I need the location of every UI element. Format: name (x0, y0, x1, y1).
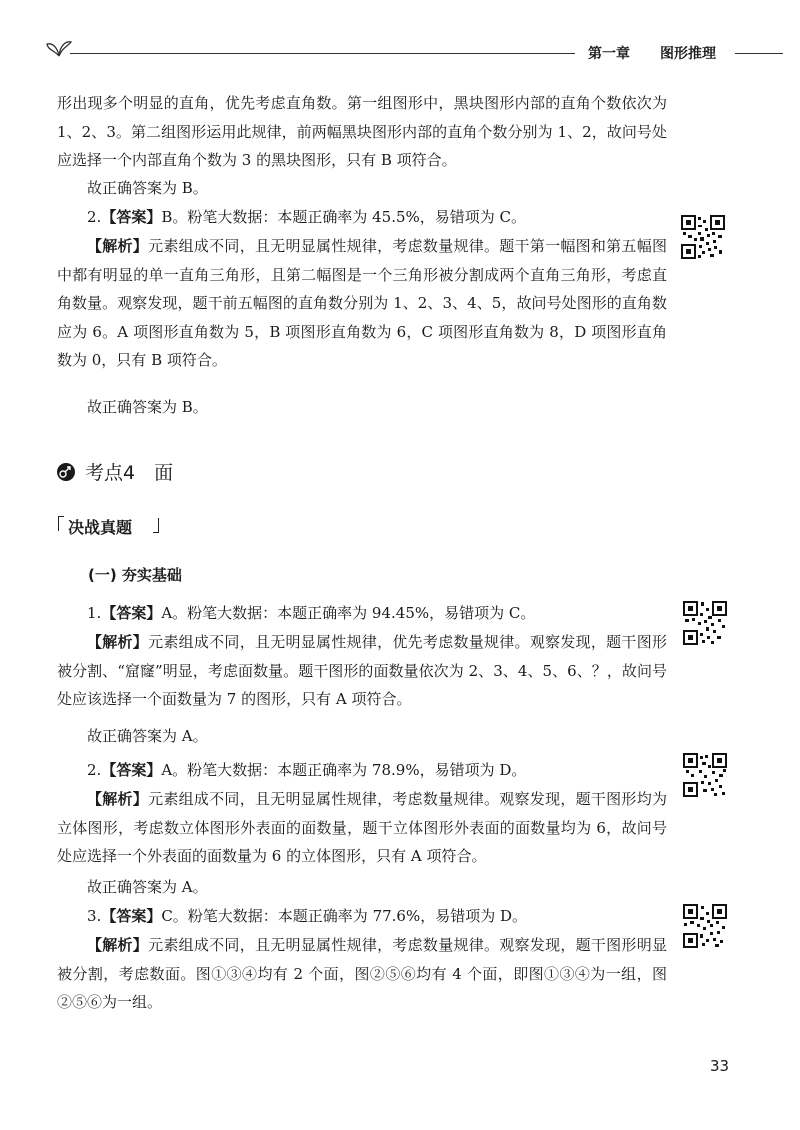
header-rule-right (735, 53, 783, 54)
b1-answer (87, 599, 535, 628)
b3-answer-text: C。粉笔大数据：本题正确率为 77.6%，易错项为 D。 (161, 907, 528, 925)
b2-answer-tag: 【答案】 (101, 761, 162, 779)
b2-analysis-text: 元素组成不同，且无明显属性规律，考虑数量规律。观察发现，题干图形均为立体图形，考虑数立体图形外表面的面数量，题干立体图形外表面的面数量均为 6，故问号处应选择一个外表面的面数量为 6 的立体图形，只有 A 项符合。 (57, 790, 667, 865)
page-number: 33 (710, 1057, 730, 1075)
q2-analysis (57, 232, 667, 375)
b1-conclusion: 故正确答案为 A。 (87, 727, 208, 745)
q2-conclusion: 故正确答案为 B。 (87, 398, 208, 416)
b2-answer (87, 756, 526, 785)
qr-code-icon (682, 600, 728, 646)
qr-code-icon (682, 752, 728, 798)
leaf-logo-icon (44, 36, 74, 58)
b3-answer (87, 902, 527, 931)
b1-num: 1. (87, 604, 102, 622)
b3-analysis-tag: 【解析】 (87, 936, 149, 954)
q2-num: 2. (87, 208, 102, 226)
b1-analysis-tag: 【解析】 (87, 633, 149, 651)
b3-analysis (57, 931, 667, 1017)
subtitle-bracket-right (153, 518, 159, 533)
subtitle-bracket-left (58, 516, 64, 531)
b3-analysis-text: 元素组成不同，且无明显属性规律，考虑数量规律。观察发现，题干图形明显被分割，考虑数面。图①③④均有 2 个面，图②⑤⑥均有 4 个面，即图①③④为一组，图②⑤⑥为一组。 (57, 936, 667, 1011)
header-section: 图形推理 (660, 46, 716, 62)
section-marker-icon (56, 462, 76, 482)
header-rule-left (70, 53, 575, 54)
b3-answer-tag: 【答案】 (101, 907, 162, 925)
q2-analysis-tag: 【解析】 (87, 237, 149, 255)
b1-answer-tag: 【答案】 (101, 604, 162, 622)
section-title: 考点4 面 (85, 462, 174, 484)
b1-analysis-text: 元素组成不同，且无明显属性规律，优先考虑数量规律。观察发现，题干图形被分割、“窟窿”明显，考虑面数量。题干图形的面数量依次为 2、3、4、5、6、？，故问号处应该选择一个面数量为 7 的图形，只有 A 项符合。 (57, 633, 667, 708)
qr-code-icon (682, 903, 728, 949)
b3-num: 3. (87, 907, 102, 925)
q2-answer (87, 203, 526, 232)
b2-analysis-tag: 【解析】 (87, 790, 149, 808)
qr-code-icon (680, 214, 726, 260)
b1-answer-text: A。粉笔大数据：本题正确率为 94.45%，易错项为 C。 (161, 604, 536, 622)
q2-answer-tag: 【答案】 (101, 208, 162, 226)
subtitle: 决战真题 (68, 518, 133, 537)
b2-analysis (57, 785, 667, 871)
q2-answer-text: B。粉笔大数据：本题正确率为 45.5%，易错项为 C。 (161, 208, 527, 226)
q2-analysis-text: 元素组成不同，且无明显属性规律，考虑数量规律。题干第一幅图和第五幅图中都有明显的单一直角三角形，且第二幅图是一个三角形被分割成两个直角三角形，考虑直角数量。观察发现，题干前五幅图的直角数分别为 1、2、3、4、5，故问号处图形的直角数应为 6。A 项图形直角数为 5，B 项图形直角数为 6，C 项图形直角数为 8，D 项图形直角数为 0，只有 B 项符合。 (57, 237, 667, 369)
subsection-title: (一) 夯实基础 (88, 566, 182, 584)
top-conclusion: 故正确答案为 B。 (87, 179, 208, 197)
b2-answer-text: A。粉笔大数据：本题正确率为 78.9%，易错项为 D。 (161, 761, 527, 779)
b2-conclusion: 故正确答案为 A。 (87, 878, 208, 896)
b1-analysis (57, 628, 667, 714)
b2-num: 2. (87, 761, 102, 779)
top-paragraph: 形出现多个明显的直角，优先考虑直角数。第一组图形中，黑块图形内部的直角个数依次为 1、2、3。第二组图形运用此规律，前两幅黑块图形内部的直角个数分别为 1、2，故问号处应选择一个内部直角个数为 3 的黑块图形，只有 B 项符合。 (57, 94, 667, 169)
header-chapter: 第一章 (588, 46, 630, 62)
